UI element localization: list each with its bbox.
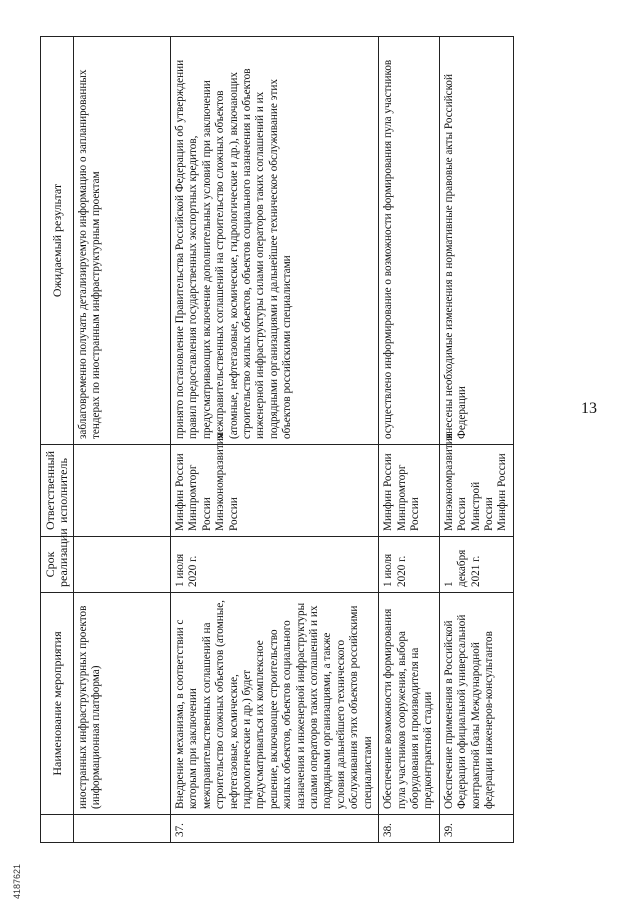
table-header-row (41, 37, 74, 843)
row-num (74, 815, 171, 843)
row-num: 38. (379, 815, 440, 843)
row-name: Обеспечение применения в Российской Федерации официальной универсальной контрактной базы Международной федерации инженеров-консультантов (439, 593, 513, 815)
document-code: 4187621 (12, 863, 22, 899)
header-executor: Ответственный исполнитель (41, 445, 74, 537)
row-result: внесены необходимые изменения в нормативные правовые акты Российской Федерации (439, 37, 513, 445)
header-name: Наименование мероприятия (41, 593, 74, 815)
row-executor: Минфин России Минпромторг России Минэкономразвития России (171, 445, 379, 537)
row-date: 1 июля 2020 г. (379, 537, 440, 593)
row-result: принято постановление Правительства Российской Федерации об утверждении правил предоставления государственных экспортных кредитов, предусматривающих включение дополнительных условий при заключении межправительственных соглашений на строительство сложных объектов (атомные, нефтегазовые, космические, гидрологические и др.), включающих строительство жилых объектов, объектов социального назначения и объектов инженерной инфраструктуры силами операторов таких соглашений и их подрядными организациями и дальнейшее техническое обслуживание этих объектов российскими специалистами (171, 37, 379, 445)
row-result: заблаговременно получать детализируемую информацию о запланированных тендерах по иностранным инфраструктурным проектам (74, 37, 171, 445)
row-name: Обеспечение возможности формирования пула участников сооружения, выбора оборудования и производителя на предконтрактной стадии (379, 593, 440, 815)
row-num: 37. (171, 815, 379, 843)
row-executor (74, 445, 171, 537)
header-result: Ожидаемый результат (41, 37, 74, 445)
table-row (439, 37, 513, 843)
table-row (379, 37, 440, 843)
measures-table (40, 36, 514, 843)
page-number: 13 (581, 400, 597, 417)
row-executor: Минфин России Минпромторг России (379, 445, 440, 537)
row-num: 39. (439, 815, 513, 843)
header-date: Срок реализации (41, 537, 74, 593)
row-name: иностранных инфраструктурных проектов (информационная платформа) (74, 593, 171, 815)
header-num (41, 815, 74, 843)
row-date: 1 июля 2020 г. (171, 537, 379, 593)
row-date (74, 537, 171, 593)
table-row (171, 37, 379, 843)
table-row (74, 37, 171, 843)
row-result: осуществлено информирование о возможности формирования пула участников (379, 37, 440, 445)
row-name: Внедрение механизма, в соответствии с которым при заключении межправительственных соглашений на строительство сложных объектов (атомные, нефтегазовые, космические, гидрологические и др.) будет предусматриваться их комплексное решение, включающее строительство жилых объектов, объектов социального назначения и инженерной инфраструктуры силами операторов таких соглашений и их подрядными организациями, а также условия дальнейшего технического обслуживания этих объектов российскими специалистами (171, 593, 379, 815)
row-date: 1 декабря 2021 г. (439, 537, 513, 593)
row-executor: Минэкономразвития России Минстрой России Минфин России (439, 445, 513, 537)
